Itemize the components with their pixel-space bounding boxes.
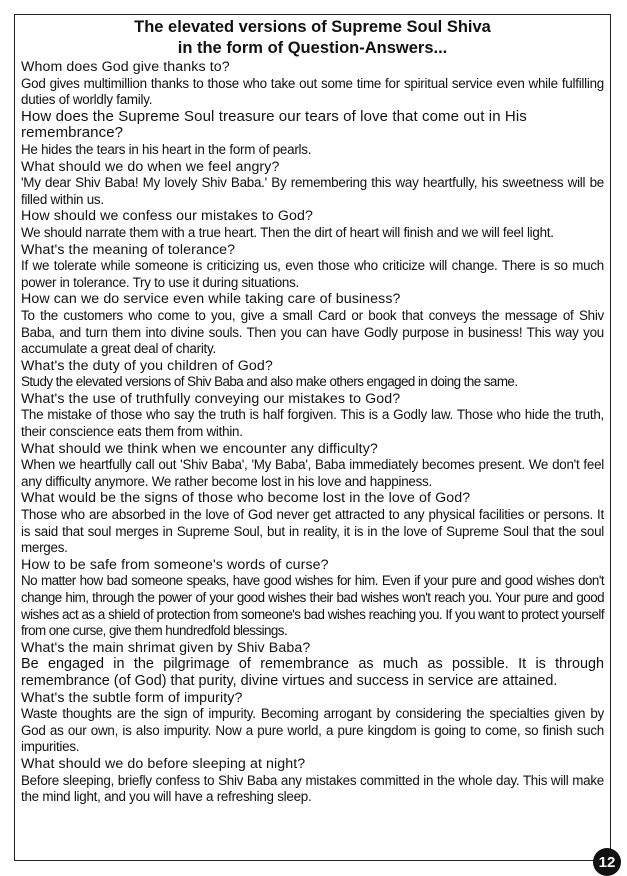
question: What's the use of truthfully conveying our mistakes to God? xyxy=(21,390,401,407)
question: How can we do service even while taking care of business? xyxy=(21,291,401,308)
qa-item-10 xyxy=(21,490,604,556)
qa-item-3 xyxy=(21,159,604,209)
answer: 'My dear Shiv Baba! My lovely Shiv Baba.' By remembering this way heartfully, his sweetness will be filled within us. xyxy=(21,175,604,207)
answer: No matter how bad someone speaks, have good wishes for him. Even if your pure and good wishes don't change him, through the power of your good wishes their bad wishes won't reach you. Your pure and good wishes act as a shield of protection from someone's bad wishes reaching you. If you want to protect yourself from one curse, give them hundredfold blessings. xyxy=(21,573,604,639)
question: How should we confess our mistakes to God? xyxy=(21,208,314,225)
question: What should we think when we encounter any difficulty? xyxy=(21,440,378,457)
qa-item-6 xyxy=(21,291,604,357)
question: What would be the signs of those who become lost in the love of God? xyxy=(21,490,471,507)
answer: If we tolerate while someone is criticizing us, even those who criticize will change. There is so much power in tolerance. Try to use it during situations. xyxy=(21,258,604,290)
qa-item-2 xyxy=(21,109,604,159)
qa-item-12 xyxy=(21,640,604,690)
answer: The mistake of those who say the truth is half forgiven. This is a Godly law. Those who hide the truth, their conscience eats them from within. xyxy=(21,407,604,440)
qa-item-4 xyxy=(21,208,604,241)
answer: We should narrate them with a true heart. Then the dirt of heart will finish and we will feel light. xyxy=(21,224,554,240)
question: What's the meaning of tolerance? xyxy=(21,241,236,258)
qa-item-8 xyxy=(21,391,604,441)
answer: He hides the tears in his heart in the form of pearls. xyxy=(21,141,312,157)
page-title xyxy=(21,17,604,59)
answer: Waste thoughts are the sign of impurity. Becoming arrogant by considering the specialties given by God as our own, is also impurity. Now a pure world, a pure kingdom is going to come, so finish such impurities. xyxy=(21,706,604,755)
question: What's the duty of you children of God? xyxy=(21,357,273,374)
page-number: 12 xyxy=(598,853,616,871)
question: Whom does God give thanks to? xyxy=(21,59,230,75)
title-line-1: The elevated versions of Supreme Soul Shiva xyxy=(134,18,491,36)
qa-item-11 xyxy=(21,557,604,640)
answer: Before sleeping, briefly confess to Shiv Baba any mistakes committed in the whole day. This will make the mind light, and you will have a refreshing sleep. xyxy=(21,772,604,805)
answer: Study the elevated versions of Shiv Baba and also make others engaged in doing the same. xyxy=(21,374,518,390)
question: How does the Supreme Soul treasure our tears of love that come out in His remembrance? xyxy=(21,107,527,142)
answer: God gives multimillion thanks to those who take out some time for spiritual service even while fulfilling duties of worldly family. xyxy=(21,75,604,108)
title-line-2: in the form of Question-Answers... xyxy=(177,39,448,57)
page-number-badge xyxy=(593,848,621,876)
qa-item-9 xyxy=(21,441,604,491)
question: How to be safe from someone's words of curse? xyxy=(21,556,329,573)
qa-item-14 xyxy=(21,756,604,806)
qa-item-7 xyxy=(21,358,604,391)
answer: When we heartfully call out 'Shiv Baba', 'My Baba', Baba immediately becomes present. We don't feel any difficulty anymore. We rather become lost in his love and happiness. xyxy=(21,457,604,489)
question: What should we do when we feel angry? xyxy=(21,158,280,175)
question: What's the subtle form of impurity? xyxy=(21,689,243,706)
answer: Those who are absorbed in the love of God never get attracted to any physical facilities or persons. It is said that soul merges in Supreme Soul, but in reality, it is in the love of Supreme Soul that the soul merges. xyxy=(21,507,604,556)
answer: Be engaged in the pilgrimage of remembrance as much as possible. It is through remembrance (of God) that purity, divine virtues and success in service are attained. xyxy=(21,656,604,689)
page-frame xyxy=(14,14,611,861)
answer: To the customers who come to you, give a small Card or book that conveys the message of Shiv Baba, and turn them into divine souls. Then you can have Godly purpose in business! This way you accumulate a great deal of charity. xyxy=(21,307,604,357)
question: What's the main shrimat given by Shiv Baba? xyxy=(21,639,311,656)
qa-item-1 xyxy=(21,59,604,109)
question: What should we do before sleeping at night? xyxy=(21,755,306,772)
qa-item-5 xyxy=(21,242,604,292)
qa-item-13 xyxy=(21,690,604,756)
